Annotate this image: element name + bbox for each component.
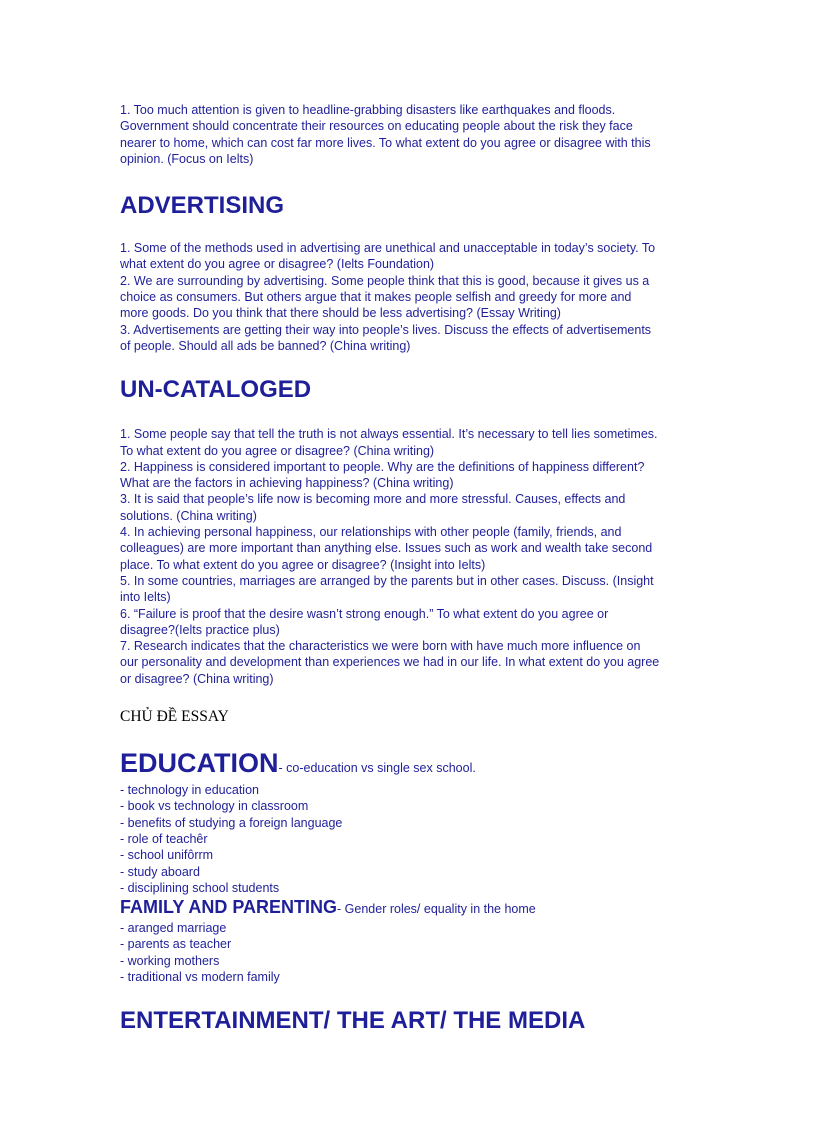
text-line: solutions. (China writing) (120, 508, 257, 523)
text-line: our personality and development than experiences we had in our life. In what extent do you agree (120, 655, 660, 670)
family-first-topic: - Gender roles/ equality in the home (337, 902, 536, 917)
text-line: Government should concentrate their resources on educating people about the risk they face (120, 119, 633, 134)
entertainment-heading: ENTERTAINMENT/ THE ART/ THE MEDIA (120, 1007, 586, 1035)
list-item: - school unifôrrm (120, 848, 214, 863)
list-item: - aranged marriage (120, 921, 227, 936)
list-item: - technology in education (120, 783, 259, 798)
education-heading: EDUCATION (120, 748, 279, 779)
text-line: opinion. (Focus on Ielts) (120, 151, 254, 166)
text-line: disagree?(Ielts practice plus) (120, 622, 280, 637)
text-line: To what extent do you agree or disagree? (China writing) (120, 443, 435, 458)
uncataloged-heading: UN-CATALOGED (120, 376, 312, 404)
text-line: 2. Happiness is considered important to people. Why are the definitions of happiness different? (120, 459, 645, 474)
intro-paragraph (120, 102, 700, 167)
uncataloged-section (120, 426, 700, 687)
text-line: 1. Some of the methods used in advertising are unethical and unacceptable in today’s society. To (120, 241, 656, 256)
text-line: 6. “Failure is proof that the desire wasn’t strong enough.” To what extent do you agree or (120, 606, 609, 621)
text-line: place. To what extent do you agree or disagree? (Insight into Ielts) (120, 557, 486, 572)
text-line: or disagree? (China writing) (120, 671, 274, 686)
text-line: What are the factors in achieving happiness? (China writing) (120, 476, 454, 491)
text-line: 4. In achieving personal happiness, our relationships with other people (family, friends, and (120, 525, 622, 540)
family-heading-line (120, 896, 700, 920)
text-line: what extent do you agree or disagree? (Ielts Foundation) (120, 257, 435, 272)
text-line: 2. We are surrounding by advertising. Some people think that this is good, because it gives us a (120, 273, 650, 288)
text-line: into Ielts) (120, 590, 171, 605)
list-item: - parents as teacher (120, 937, 232, 952)
text-line: 5. In some countries, marriages are arranged by the parents but in other cases. Discuss. (Insight (120, 573, 654, 588)
advertising-heading: ADVERTISING (120, 192, 285, 220)
list-item: - role of teachêr (120, 831, 208, 846)
list-item: - disciplining school students (120, 880, 280, 895)
family-heading: FAMILY AND PARENTING (120, 897, 338, 918)
text-line: more goods. Do you think that there should be less advertising? (Essay Writing) (120, 306, 561, 321)
education-topic-list (120, 782, 700, 896)
text-line: choice as consumers. But others argue that it makes people selfish and greedy for more and (120, 290, 632, 305)
text-line: 1. Too much attention is given to headline-grabbing disasters like earthquakes and floods. (120, 103, 616, 117)
document-page (120, 102, 700, 1035)
text-line: colleagues) are more important than anything else. Issues such as work and wealth take second (120, 541, 653, 556)
text-line: 3. It is said that people’s life now is becoming more and more stressful. Causes, effects and (120, 492, 626, 507)
list-item: - study aboard (120, 864, 200, 879)
text-line: 7. Research indicates that the characteristics we were born with have much more influence on (120, 639, 641, 654)
list-item: - benefits of studying a foreign language (120, 815, 343, 830)
list-item: - book vs technology in classroom (120, 799, 309, 814)
family-topic-list (120, 920, 700, 985)
education-heading-line (120, 749, 700, 782)
text-line: nearer to home, which can cost far more lives. To what extent do you agree or disagree with this (120, 135, 651, 150)
text-line: of people. Should all ads be banned? (China writing) (120, 338, 411, 353)
text-line: 1. Some people say that tell the truth is not always essential. It’s necessary to tell lies sometimes. (120, 427, 658, 442)
essay-topics-caption: CHỦ ĐỀ ESSAY (120, 708, 229, 726)
list-item: - traditional vs modern family (120, 969, 280, 984)
text-line: 3. Advertisements are getting their way into people’s lives. Discuss the effects of advertisements (120, 322, 652, 337)
advertising-section (120, 240, 700, 354)
education-first-topic: - co-education vs single sex school. (278, 761, 476, 776)
list-item: - working mothers (120, 953, 220, 968)
